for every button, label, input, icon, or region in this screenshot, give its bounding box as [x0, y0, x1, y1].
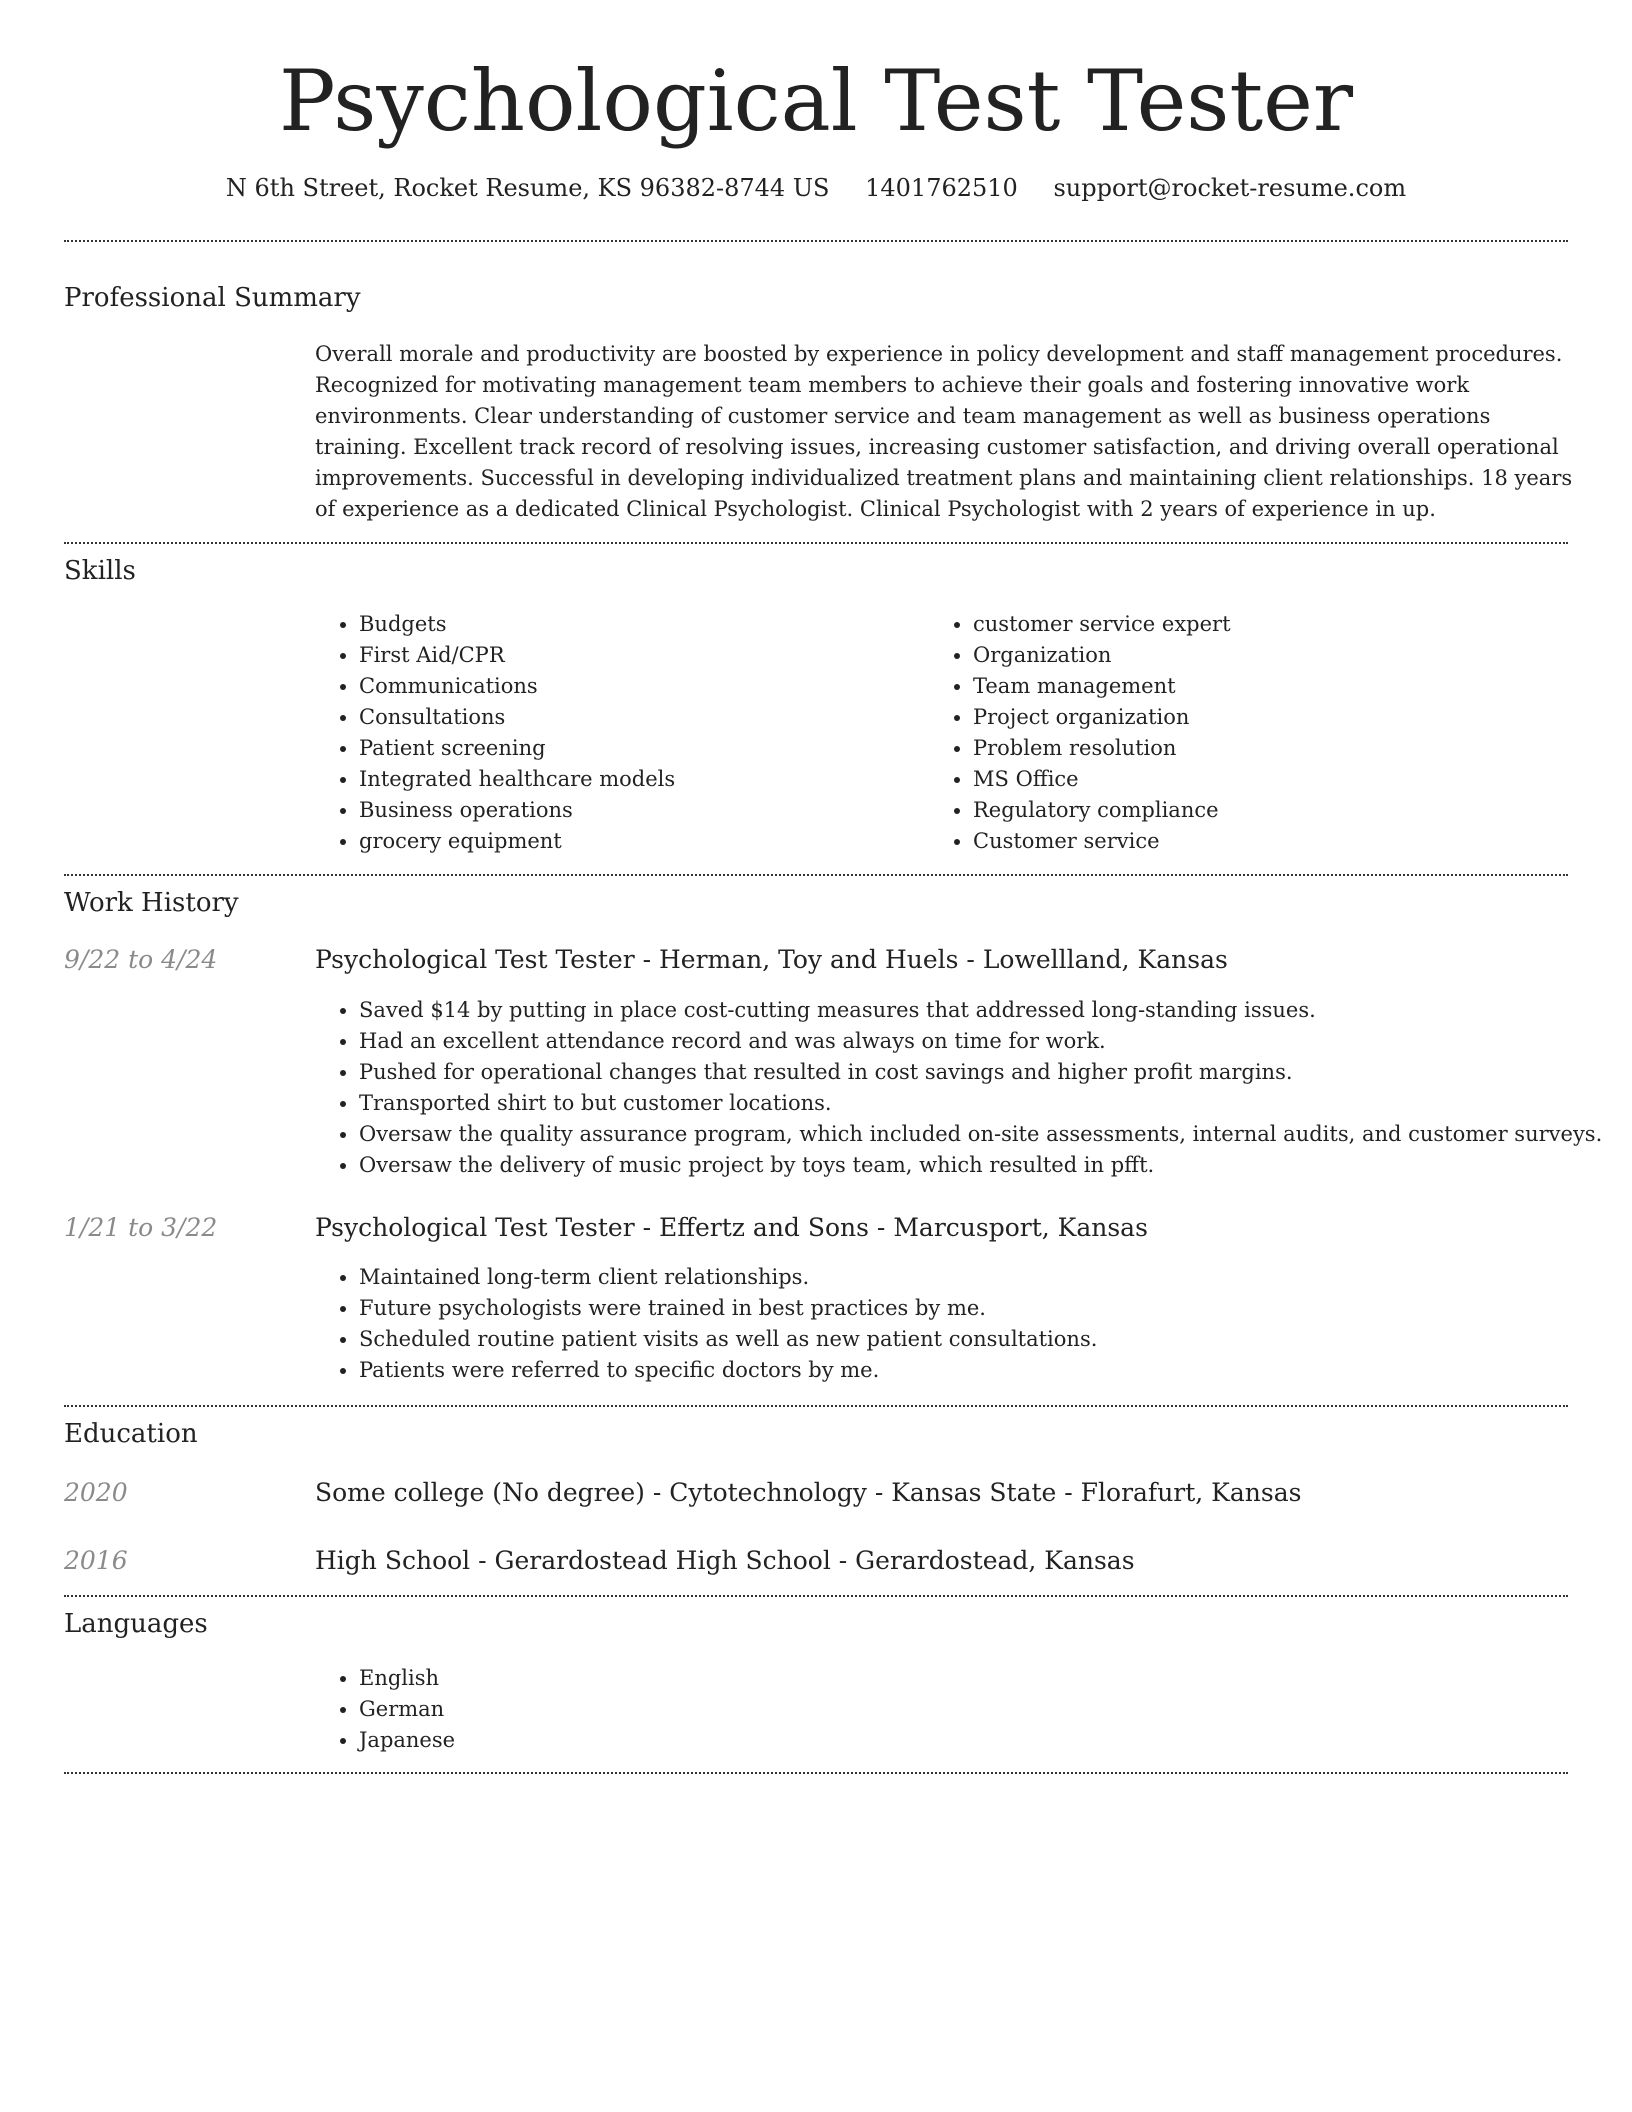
languages-heading: Languages	[64, 1609, 208, 1639]
section-divider	[64, 1772, 1568, 1774]
contact-address: N 6th Street, Rocket Resume, KS 96382-8744 US	[225, 174, 830, 202]
skill-item: • First Aid/CPR	[359, 640, 675, 671]
skill-item: • Customer service	[973, 826, 1231, 857]
skill-item: • Project organization	[973, 702, 1231, 733]
skill-item: • Patient screening	[359, 733, 675, 764]
contact-email: support@rocket-resume.com	[1053, 174, 1407, 202]
education-heading: Education	[64, 1419, 198, 1449]
section-divider	[64, 874, 1568, 876]
skill-item: • Integrated healthcare models	[359, 764, 675, 795]
section-divider	[64, 542, 1568, 544]
skill-item: • MS Office	[973, 764, 1231, 795]
skill-item: • Problem resolution	[973, 733, 1231, 764]
job-bullet: • Had an excellent attendance record and was always on time for work.	[359, 1026, 1602, 1057]
skill-item: • grocery equipment	[359, 826, 675, 857]
job-dates: 1/21 to 3/22	[64, 1213, 218, 1242]
education-title: High School - Gerardostead High School - Gerardostead, Kansas	[315, 1546, 1135, 1575]
education-year: 2020	[64, 1478, 128, 1507]
language-item: • German	[359, 1694, 455, 1725]
job-dates: 9/22 to 4/24	[64, 945, 218, 974]
job-bullet: • Pushed for operational changes that resulted in cost savings and higher profit margins.	[359, 1057, 1602, 1088]
skill-item: • Regulatory compliance	[973, 795, 1231, 826]
skills-heading: Skills	[64, 556, 136, 586]
skill-item: • customer service expert	[973, 609, 1231, 640]
job-bullets	[315, 1262, 1097, 1386]
skill-item: • Organization	[973, 640, 1231, 671]
section-divider	[64, 1405, 1568, 1407]
skill-item: • Consultations	[359, 702, 675, 733]
job-bullet: • Transported shirt to but customer locations.	[359, 1088, 1602, 1119]
job-bullet: • Future psychologists were trained in best practices by me.	[359, 1293, 1097, 1324]
job-title: Psychological Test Tester - Herman, Toy and Huels - Lowellland, Kansas	[315, 945, 1228, 974]
summary-text: Overall morale and productivity are boosted by experience in policy development and staff management procedures. Recognized for motivating management team members to achieve their goals and fostering innovative work environments. Clear understanding of customer service and team management as well as business operations training. Excellent track record of resolving issues, increasing customer satisfaction, and driving overall operational improvements. Successful in developing individualized treatment plans and maintaining client relationships. 18 years of experience as a dedicated Clinical Psychologist. Clinical Psychologist with 2 years of experience in up.	[315, 342, 1573, 521]
resume-name: Psychological Test Tester	[278, 52, 1354, 150]
language-item: • Japanese	[359, 1725, 455, 1756]
skills-list-left	[315, 609, 675, 857]
skill-item: • Team management	[973, 671, 1231, 702]
job-bullet: • Scheduled routine patient visits as well as new patient consultations.	[359, 1324, 1097, 1355]
section-divider	[64, 240, 1568, 242]
work-heading: Work History	[64, 888, 239, 918]
job-bullet: • Oversaw the quality assurance program, which included on-site assessments, internal audits, and customer surveys.	[359, 1119, 1602, 1150]
section-divider	[64, 1595, 1568, 1597]
job-bullet: • Oversaw the delivery of music project by toys team, which resulted in pfft.	[359, 1150, 1602, 1181]
job-bullet: • Maintained long-term client relationships.	[359, 1262, 1097, 1293]
skills-list-right	[929, 609, 1231, 857]
job-bullet: • Saved $14 by putting in place cost-cutting measures that addressed long-standing issues.	[359, 995, 1602, 1026]
language-item: • English	[359, 1663, 455, 1694]
skill-item: • Communications	[359, 671, 675, 702]
skill-item: • Budgets	[359, 609, 675, 640]
education-year: 2016	[64, 1546, 128, 1575]
contact-phone: 1401762510	[865, 174, 1018, 202]
job-bullet: • Patients were referred to specific doctors by me.	[359, 1355, 1097, 1386]
skill-item: • Business operations	[359, 795, 675, 826]
summary-heading: Professional Summary	[64, 283, 361, 313]
job-bullets	[315, 995, 1602, 1181]
languages-list	[315, 1663, 455, 1756]
education-title: Some college (No degree) - Cytotechnology - Kansas State - Florafurt, Kansas	[315, 1478, 1302, 1507]
job-title: Psychological Test Tester - Effertz and Sons - Marcusport, Kansas	[315, 1213, 1148, 1242]
contact-line	[64, 170, 1568, 206]
